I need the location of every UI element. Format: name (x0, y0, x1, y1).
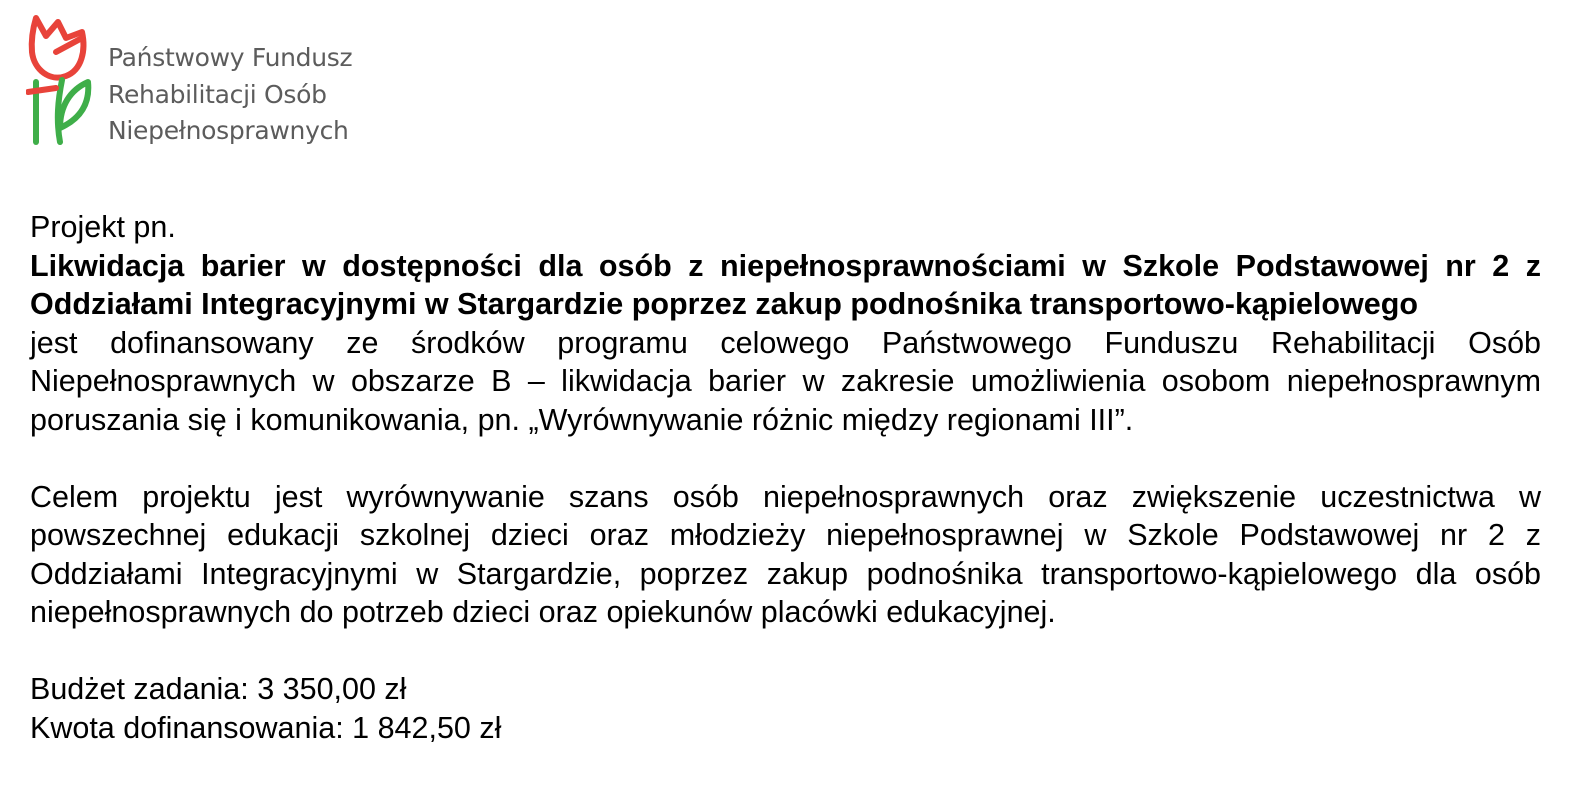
logo-line-1: Państwowy Fundusz (108, 43, 353, 72)
document-body (30, 208, 1541, 747)
project-title: Likwidacja barier w dostępności dla osób z niepełnosprawnościami w Szkole Podstawowej nr 2 z Oddziałami Integracyjnymi w Stargardzie poprzez zakup podnośnika transportowo-kąpielowego (30, 248, 1541, 321)
budget-total: Budżet zadania: 3 350,00 zł (30, 672, 407, 706)
logo-line-3: Niepełnosprawnych (108, 116, 349, 145)
logo-wordmark (108, 40, 352, 150)
project-goal: Celem projektu jest wyrównywanie szans osób niepełnosprawnych oraz zwiększenie uczestnictwa w powszechnej edukacji szkolnej dzieci oraz młodzieży niepełnosprawnej w Szkole Podstawowej nr 2 z Oddziałami Integracyjnymi w Stargardzie, poprzez zakup podnośnika transportowo-kąpielowego dla osób niepełnosprawnych do potrzeb dzieci oraz opiekunów placówki edukacyjnej. (30, 479, 1541, 629)
tulip-icon (26, 10, 96, 150)
funding-description: jest dofinansowany ze środków programu celowego Państwowego Funduszu Rehabilitacji Osób Niepełnosprawnych w obszarze B – likwidacja barier w zakresie umożliwienia osobom niepełnosprawnym poruszania się i komunikowania, pn. „Wyrównywanie różnic między regionami III”. (30, 325, 1541, 437)
budget-section (30, 670, 1541, 747)
logo-line-2: Rehabilitacji Osób (108, 79, 327, 109)
pfron-logo (26, 10, 406, 150)
funding-amount: Kwota dofinansowania: 1 842,50 zł (30, 710, 502, 745)
project-intro: Projekt pn. (30, 210, 176, 244)
